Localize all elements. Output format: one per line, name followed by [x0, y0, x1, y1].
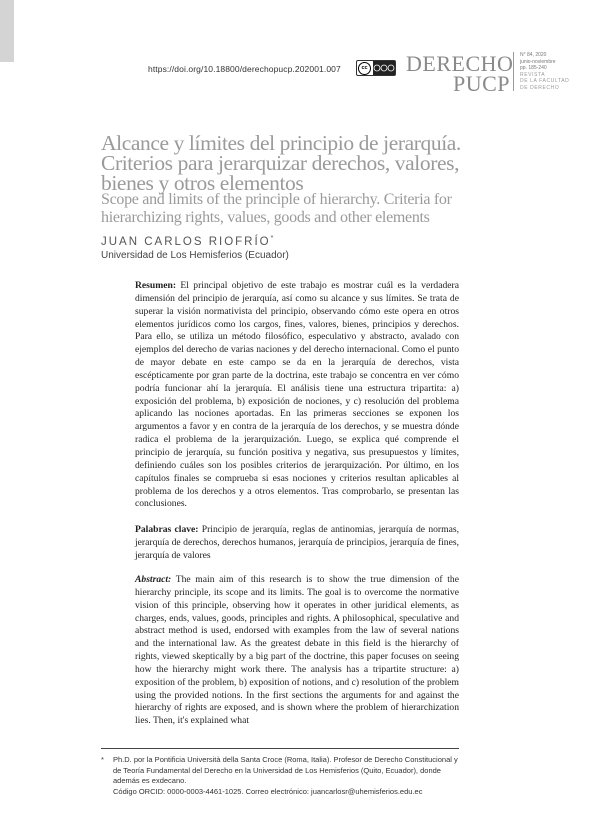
journal-caption-1: REVISTA [520, 71, 546, 78]
palabras-clave-text: Principio de jerarquía, reglas de antinomias, jerarquía de normas, jerarquía de derechos, derechos humanos, jerarquía de principios, jerarquía de fines, jerarquía de valores [135, 524, 459, 561]
cc-license-icon [373, 61, 395, 75]
palabras-clave-paragraph [135, 524, 459, 563]
author-footnote-mark[interactable]: * [270, 235, 274, 242]
issue-number: N° 84, 2020 [520, 52, 547, 58]
author-name [101, 235, 273, 248]
abstract-label: Abstract: [135, 574, 172, 585]
journal-name-line2: PUCP [452, 71, 510, 96]
article-title-spanish: Alcance y límites del principio de jerarquía. Criterios para jerarquizar derechos, valores, bienes y otros elementos [101, 131, 461, 195]
author-name-text: JUAN CARLOS RIOFRÍO [101, 235, 271, 248]
article-title-english: Scope and limits of the principle of hierarchy. Criteria for hierarchizing rights, values, goods and other elements [101, 191, 452, 226]
journal-name-line1: DERECHO [406, 51, 514, 76]
page-range: pp. 185-240 [520, 65, 547, 71]
footnote [101, 755, 461, 797]
doi-link[interactable]: https://doi.org/10.18800/derechopucp.202001.007 [148, 64, 341, 74]
author-affiliation: Universidad de Los Hemisferios (Ecuador) [101, 250, 289, 261]
journal-caption-3: DE DERECHO [520, 84, 560, 91]
resumen-paragraph [135, 280, 459, 511]
journal-logo [406, 51, 514, 96]
cc-icon: cc [358, 62, 371, 75]
resumen-text: El principal objetivo de este trabajo es mostrar cuál es la verdadera dimensión del principio de jerarquía, así como su alcance y sus límites. Se trata de superar la visión normativista del principio, observando cómo este opera en otros elementos jurídicos como los cargos, fines, valores, bienes, principios y derechos. Para ello, se utiliza un método filosófico, especulativo y abstracto, avalado con ejemplos del derecho de varias naciones y del derecho internacional. Como el punto de mayor debate en este campo se da en la jerarquía de derechos, vista escépticamente por gran parte de la doctrina, este trabajo se concentra en ver cómo podría funcionar ahí la jerarquía. El análisis tiene una estructura tripartita: a) exposición del problema, b) exposición de nociones, y c) resolución del problema aplicando las nociones aportadas. En las primeras secciones se exponen los argumentos a favor y en contra de la jerarquía de los derechos, y se muestra dónde radica el problema de la jerarquización. Luego, se explica qué comprende el principio de jerarquía, su función positiva y negativa, sus presupuestos y límites, definiendo cuáles son los posibles criterios de jerarquización. Por último, en los capítulos finales se comprueba si esas nociones y criterios resultan aplicables al problema de los derechos y a otros elementos. Tras comprobarlo, se presentan las conclusiones. [135, 280, 459, 510]
footnote-orcid[interactable]: Código ORCID: 0000-0003-4461-1025. Correo electrónico: juancarlosr@uhemisferios.edu.ec [113, 786, 423, 796]
abstract-text: The main aim of this research is to show the true dimension of the hierarchy principle, its scope and its limits. The goal is to overcome the normative vision of this principle, observing how it operates in other juridical elements, as charges, ends, values, goods, principles and rights. A philosophical, speculative and abstract method is used, endorsed with examples from the law of several nations and the international law. As the greatest debate in this field is the hierarchy of rights, viewed skeptically by a big part of the doctrine, this paper focuses on seeing how the hierarchy might work there. The analysis has a tripartite structure: a) exposition of the problem, b) exposition of notions, and c) resolution of the problem using the provided notions. In the first sections the arguments for and against the hierarchy of rights are exposed, and is shown where the problem of hierarchization lies. Then, it's explained what [135, 574, 459, 727]
footnote-mark: * [101, 755, 104, 764]
footnote-text: Ph.D. por la Pontificia Università della Santa Croce (Roma, Italia). Profesor de Derecho Constitucional y de Teoría Fundamental del Derecho en la Universidad de Los Hemisferios (Quito, Ecuador), donde además es exdecano. [113, 755, 458, 785]
issue-period: junio-noviembre [520, 58, 556, 65]
creative-commons-badge[interactable] [356, 60, 396, 76]
abstract-paragraph [135, 574, 459, 728]
resumen-label: Resumen: [135, 280, 177, 291]
palabras-clave-label: Palabras clave: [135, 524, 199, 535]
journal-caption-2: DE LA FACULTAD [520, 78, 570, 84]
journal-meta [513, 52, 580, 91]
footnote-divider [101, 748, 459, 749]
page-edge-tab [0, 0, 14, 62]
